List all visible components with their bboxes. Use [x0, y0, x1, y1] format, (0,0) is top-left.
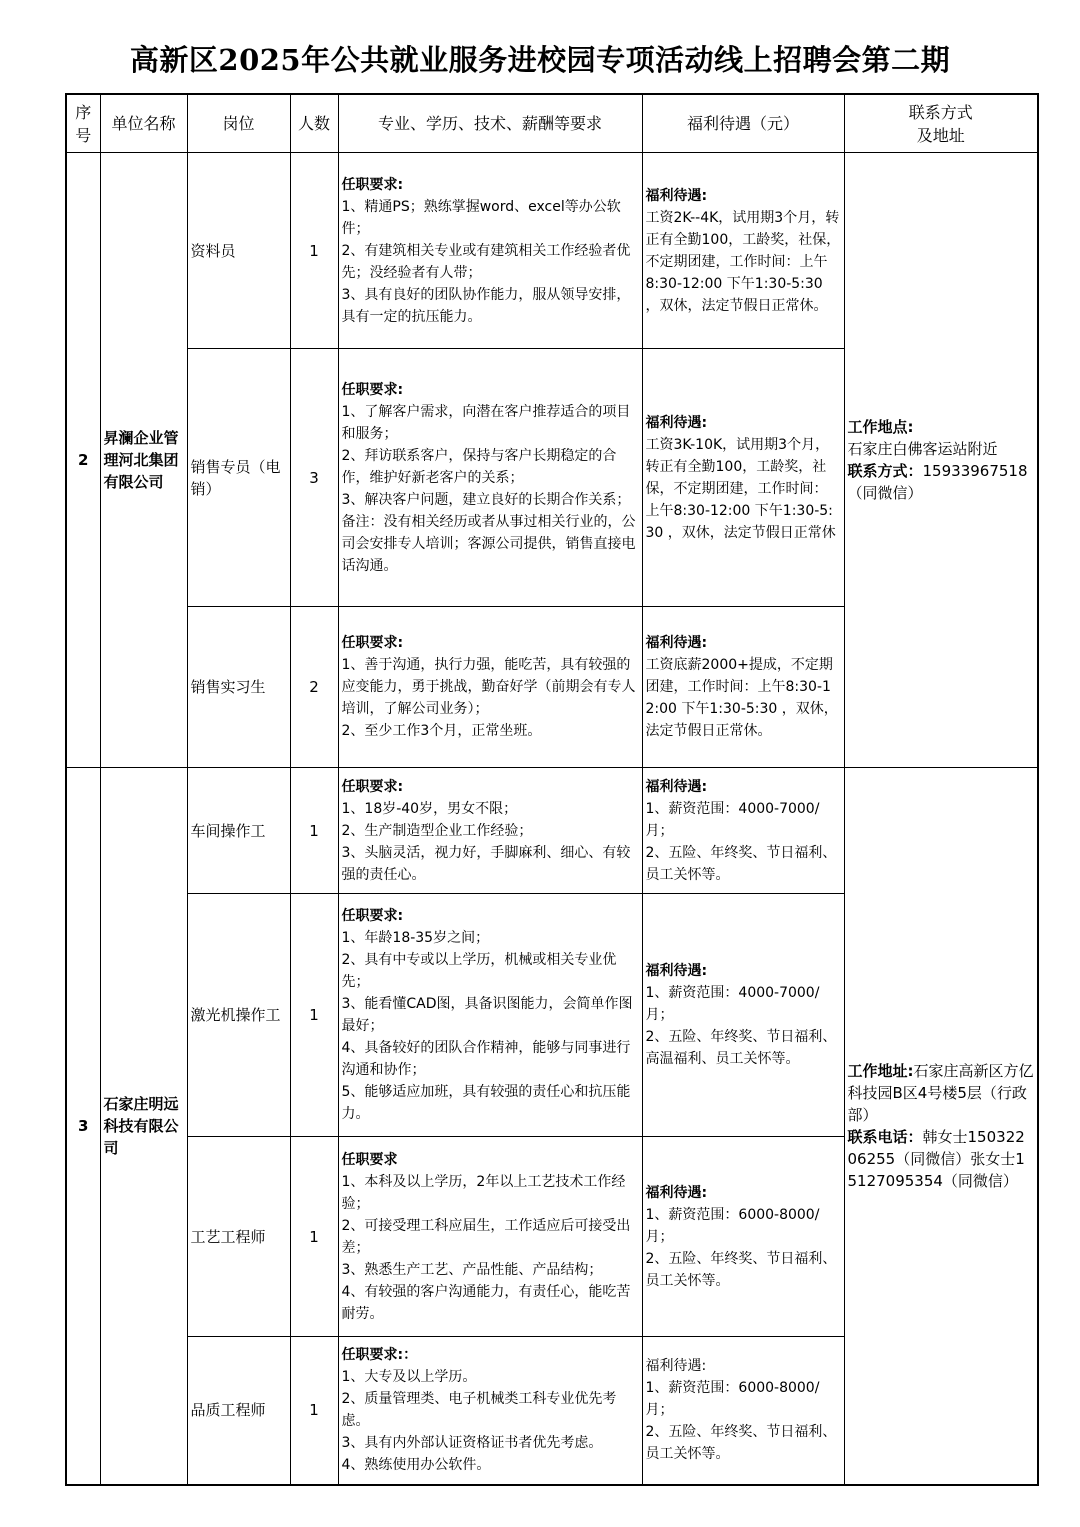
contact-phone-label: 联系电话： [847, 1127, 923, 1146]
job-requirements [338, 768, 642, 894]
job-count: 1 [290, 1337, 338, 1485]
company-name: 昇澜企业管理河北集团有限公司 [100, 153, 187, 768]
job-requirements [338, 1337, 642, 1485]
job-requirements [338, 894, 642, 1137]
ben-text: 1、薪资范围：6000-8000/月； 2、五险、年终奖、节日福利、员工关怀等。 [645, 1206, 837, 1289]
ben-title: 福利待遇: [645, 778, 708, 795]
page-title: 高新区2025年公共就业服务进校园专项活动线上招聘会第二期 [129, 43, 951, 77]
contact-phone: 15933967518（同微信） [847, 462, 1028, 502]
req-text: 1、大专及以上学历。 2、质量管理类、电子机械类工科专业优先考虑。 3、具有内外部认证资格证书者优先考虑。 4、熟练使用办公软件。 [341, 1369, 617, 1474]
header-contact-line1: 联系方式 [908, 102, 973, 122]
req-title: 任职要求: [341, 381, 404, 398]
ben-text: 工资3K-10K，试用期3个月，转正有全勤100，工龄奖，社保，不定期团建，工作时间：上午8:30-12:00 下午1:30-5:30 ，双休，法定节假日正常休 [645, 436, 836, 541]
job-benefits [642, 153, 844, 349]
job-position: 激光机操作工 [187, 894, 290, 1137]
ben-text: 1、薪资范围：6000-8000/月； 2、五险、年终奖、节日福利、员工关怀等。 [645, 1380, 837, 1463]
header-count: 人数 [290, 94, 338, 153]
table-row [66, 153, 1038, 349]
ben-title: 福利待遇: [645, 963, 708, 979]
header-position: 岗位 [187, 94, 290, 153]
job-requirements [338, 349, 642, 607]
company-name: 石家庄明远科技有限公司 [100, 768, 187, 1485]
contact-addr-label: 工作地点: [847, 418, 914, 436]
ben-title: 福利待遇: [645, 414, 708, 431]
ben-text: 1、薪资范围：4000-7000/月； 2、五险、年终奖、节日福利、员工关怀等。 [645, 800, 837, 883]
job-benefits [642, 607, 844, 768]
req-title: 任职要求: [341, 908, 404, 924]
ben-title: 福利待遇: [645, 1358, 707, 1375]
req-text: 1、年龄18-35岁之间； 2、具有中专或以上学历，机械或相关专业优先； 3、能看懂CAD图，具备识图能力，会简单作图最好； 4、具备较好的团队合作精神，能够与同事进行沟通和协作； 5、能够适应加班，具有较强的责任心和抗压能力。 [341, 930, 633, 1122]
job-benefits [642, 1337, 844, 1485]
job-benefits [642, 768, 844, 894]
req-title: 任职要求:： [341, 1347, 418, 1364]
header-contact-line2: 及地址 [916, 125, 965, 145]
job-count: 1 [290, 1137, 338, 1337]
req-title: 任职要求: [341, 176, 404, 193]
job-count: 3 [290, 349, 338, 607]
recruitment-table [65, 93, 1039, 1486]
ben-text: 工资2K--4K，试用期3个月，转正有全勤100，工龄奖，社保，不定期团建，工作时间：上午8:30-12:00 下午1:30-5:30 ，双休，法定节假日正常休。 [645, 209, 841, 314]
company-contact [844, 153, 1038, 768]
req-text: 1、本科及以上学历，2年以上工艺技术工作经验； 2、可接受理工科应届生，工作适应后可接受出差； 3、熟悉生产工艺、产品性能、产品结构； 4、有较强的客户沟通能力，有责任心，能吃苦耐劳。 [341, 1173, 631, 1322]
req-text: 1、善于沟通，执行力强，能吃苦，具有较强的应变能力，勇于挑战，勤奋好学（前期会有专人培训，了解公司业务）； 2、至少工作3个月，正常坐班。 [341, 657, 636, 739]
ben-title: 福利待遇: [645, 1184, 708, 1201]
job-count: 1 [290, 894, 338, 1137]
job-position: 销售实习生 [187, 607, 290, 768]
contact-addr-label: 工作地址: [847, 1061, 914, 1080]
header-seq: 序号 [66, 94, 100, 153]
job-requirements [338, 153, 642, 349]
req-title: 任职要求: [341, 635, 404, 651]
req-title: 任职要求: [341, 778, 404, 795]
header-contact [844, 94, 1038, 153]
req-text: 1、了解客户需求，向潜在客户推荐适合的项目和服务； 2、拜访联系客户，保持与客户长期稳定的合作，维护好新老客户的关系； 3、解决客户问题，建立良好的长期合作关系； 备注：没有相关经历或者从事过相关行业的，公司会安排专人培训；客源公司提供，销售直接电话沟通。 [341, 403, 636, 574]
job-position: 工艺工程师 [187, 1137, 290, 1337]
company-contact [844, 768, 1038, 1485]
table-row [66, 768, 1038, 894]
ben-title: 福利待遇: [645, 187, 708, 204]
table-header-row [66, 94, 1038, 153]
job-requirements [338, 607, 642, 768]
job-count: 2 [290, 607, 338, 768]
req-text: 1、18岁-40岁，男女不限； 2、生产制造型企业工作经验； 3、头脑灵活，视力好，手脚麻利、细心、有较强的责任心。 [341, 800, 631, 883]
header-benefits: 福利待遇（元） [642, 94, 844, 153]
ben-text: 工资底薪2000+提成，不定期团建，工作时间：上午8:30-12:00 下午1:30-5:30 ，双休，法定节假日正常休。 [645, 657, 838, 739]
job-requirements [338, 1137, 642, 1337]
contact-phone-label: 联系方式： [847, 462, 923, 480]
contact-addr: 石家庄高新区方亿科技园B区4号楼5层（行政部） [847, 1061, 1034, 1124]
job-position: 品质工程师 [187, 1337, 290, 1485]
job-count: 1 [290, 153, 338, 349]
header-company: 单位名称 [100, 94, 187, 153]
job-position: 车间操作工 [187, 768, 290, 894]
job-count: 1 [290, 768, 338, 894]
ben-title: 福利待遇: [645, 635, 708, 651]
job-benefits [642, 349, 844, 607]
header-requirements: 专业、学历、技术、薪酬等要求 [338, 94, 642, 153]
job-position: 销售专员（电销） [187, 349, 290, 607]
contact-addr: 石家庄白佛客运站附近 [847, 440, 998, 458]
contact-phone: 韩女士15032206255（同微信）张女士15127095354（同微信） [847, 1127, 1025, 1190]
req-title: 任职要求 [341, 1151, 398, 1168]
job-benefits [642, 894, 844, 1137]
job-position: 资料员 [187, 153, 290, 349]
ben-text: 1、薪资范围：4000-7000/月； 2、五险、年终奖、节日福利、高温福利、员工关怀等。 [645, 985, 837, 1067]
job-benefits [642, 1137, 844, 1337]
company-seq: 3 [66, 768, 100, 1485]
company-seq: 2 [66, 153, 100, 768]
req-text: 1、精通PS；熟练掌握word、excel等办公软件； 2、有建筑相关专业或有建筑相关工作经验者优先；没经验者有人带； 3、具有良好的团队协作能力，服从领导安排，具有一定的抗压能力。 [341, 198, 631, 325]
